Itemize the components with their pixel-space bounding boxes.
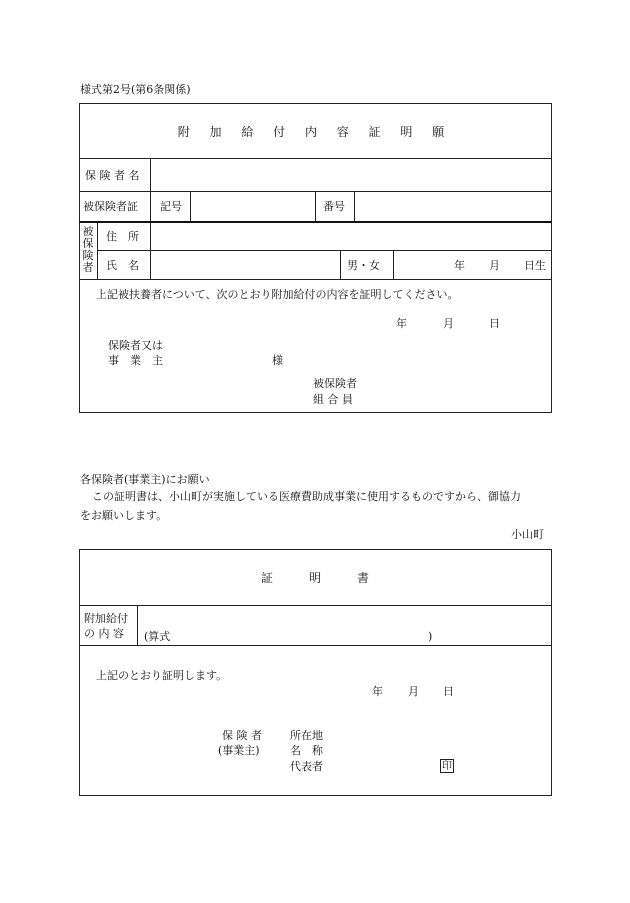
employer-paren-label: (事業主) bbox=[218, 744, 260, 757]
benefit-label-line-2: の 内 容 bbox=[84, 627, 124, 640]
seal-mark: 印 bbox=[442, 761, 452, 772]
insured-person-label: 被保険者 bbox=[313, 377, 357, 390]
dob-month-label: 月 bbox=[489, 259, 500, 272]
insurer-label: 保 険 者 bbox=[222, 729, 262, 742]
request-date-year: 年 bbox=[396, 317, 407, 330]
notice-line-1: この証明書は、小山町が実施している医療費助成事業に使用するものですから、御協力 bbox=[92, 490, 521, 503]
benefit-label-line-1: 附加給付 bbox=[84, 612, 128, 625]
address-label: 住 所 bbox=[106, 230, 139, 243]
address-field[interactable] bbox=[152, 223, 550, 249]
certificate-title: 証 明 書 bbox=[260, 571, 369, 585]
certify-date-day: 日 bbox=[443, 685, 454, 698]
calc-formula-field[interactable] bbox=[176, 608, 426, 643]
insurer-name-label: 保 険 者 名 bbox=[85, 169, 140, 182]
certify-date-month: 月 bbox=[408, 685, 419, 698]
certify-statement: 上記のとおり証明します。 bbox=[96, 669, 228, 682]
member-label: 組 合 員 bbox=[313, 393, 353, 406]
representative-label: 代表者 bbox=[290, 760, 323, 773]
notice-heading: 各保険者(事業主)にお願い bbox=[80, 473, 210, 486]
insurer-name-field[interactable] bbox=[152, 160, 550, 190]
name-label: 氏 名 bbox=[106, 259, 139, 272]
number-label: 番号 bbox=[323, 200, 345, 213]
notice-line-2: をお願いします。 bbox=[80, 509, 168, 522]
gender-select[interactable]: 男・女 bbox=[347, 259, 380, 272]
request-statement: 上記被扶養者について、次のとおり附加給付の内容を証明してください。 bbox=[96, 288, 459, 301]
calc-formula-open: (算式 bbox=[144, 630, 171, 643]
insurer-or-label: 保険者又は bbox=[108, 339, 163, 352]
name-field[interactable] bbox=[152, 252, 338, 278]
symbol-field[interactable] bbox=[192, 193, 313, 220]
location-label: 所在地 bbox=[290, 729, 323, 742]
certify-date-year: 年 bbox=[372, 685, 383, 698]
number-field[interactable] bbox=[356, 193, 550, 220]
request-date-month: 月 bbox=[443, 317, 454, 330]
dob-year-label: 年 bbox=[454, 259, 465, 272]
request-date-day: 日 bbox=[489, 317, 500, 330]
sama-honorific: 様 bbox=[272, 354, 283, 367]
form-number: 様式第2号(第6条関係) bbox=[80, 83, 191, 96]
employer-label: 事 業 主 bbox=[108, 354, 163, 367]
request-form-title: 附 加 給 付 内 容 証 明 願 bbox=[177, 125, 453, 139]
org-name-label: 名 称 bbox=[290, 744, 323, 757]
town-name: 小山町 bbox=[511, 528, 544, 541]
insured-group-label: 被保険者 bbox=[82, 225, 94, 274]
insured-card-label: 被保険者証 bbox=[83, 200, 138, 213]
calc-formula-close: ) bbox=[428, 630, 433, 643]
symbol-label: 記号 bbox=[160, 200, 182, 213]
dob-day-label: 日生 bbox=[524, 259, 546, 272]
